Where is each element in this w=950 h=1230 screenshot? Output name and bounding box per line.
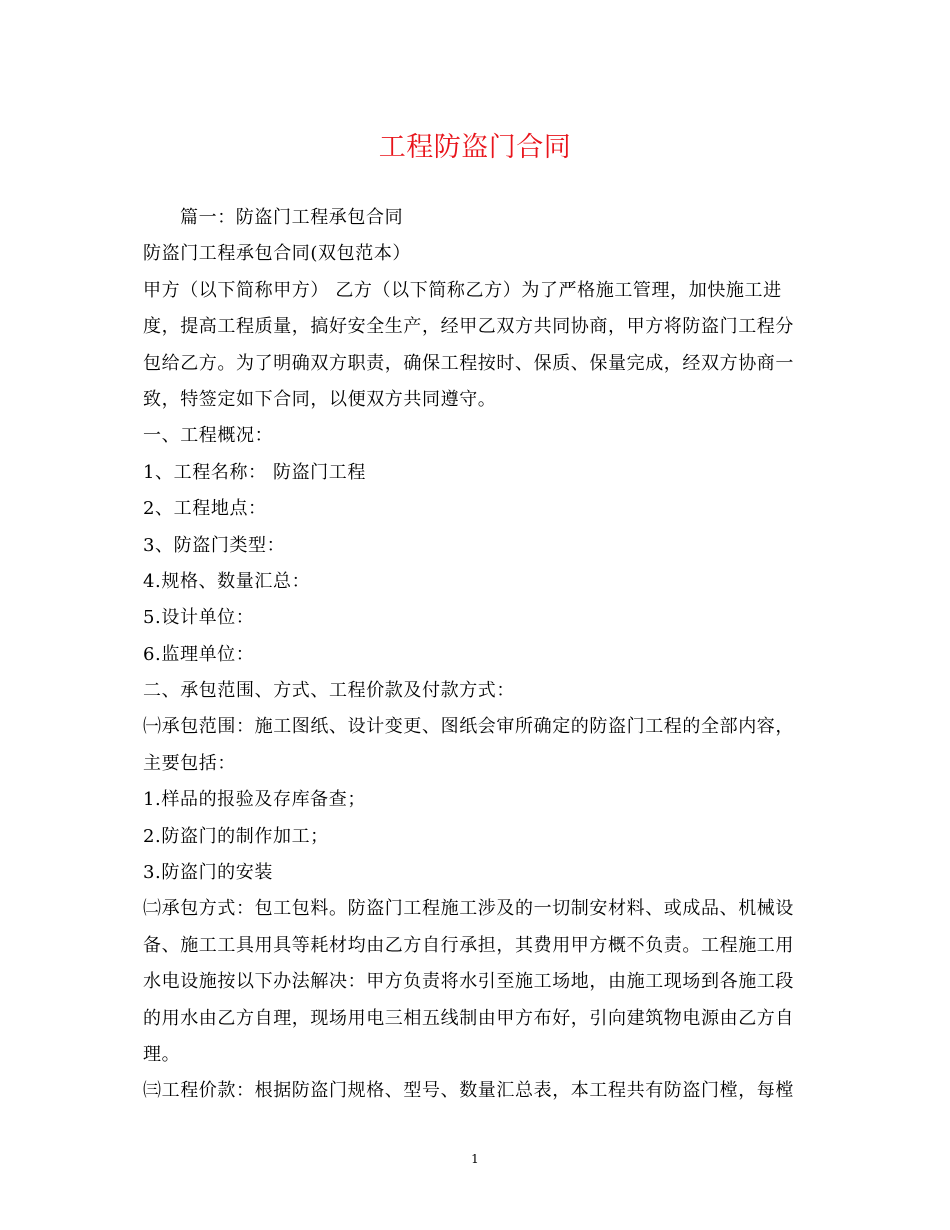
document-title: 工程防盗门合同 (378, 132, 572, 163)
clause-heading: 一、工程概况： (143, 425, 274, 447)
list-item: 3、防盗门类型： (143, 534, 286, 556)
paragraph-line: 度，提高工程质量，搞好安全生产，经甲乙双方共同协商，甲方将防盗门工程分 (143, 316, 794, 338)
list-item: 2.防盗门的制作加工； (143, 825, 329, 847)
paragraph-line: ㈢工程价款：根据防盗门规格、型号、数量汇总表，本工程共有防盗门樘，每樘 (143, 1080, 794, 1102)
list-item: 3.防盗门的安装 (143, 862, 273, 884)
list-item: 6.监理单位： (143, 643, 255, 665)
paragraph-line: 理。 (143, 1043, 181, 1065)
contract-subtitle: 防盗门工程承包合同(双包范本） (143, 243, 412, 265)
page-number: 1 (471, 1152, 479, 1166)
paragraph-line: 包给乙方。为了明确双方职责，确保工程按时、保质、保量完成，经双方协商一 (143, 352, 794, 374)
clause-heading: 二、承包范围、方式、工程价款及付款方式： (143, 680, 515, 702)
list-item: 4.规格、数量汇总： (143, 570, 311, 592)
section-heading: 篇一：防盗门工程承包合同 (180, 207, 404, 228)
paragraph-line: 主要包括： (143, 752, 236, 774)
list-item: 1.样品的报验及存库备查； (143, 789, 366, 811)
list-item: 2、工程地点： (143, 498, 267, 520)
paragraph-line: 甲方（以下简称甲方） 乙方（以下简称乙方）为了严格施工管理，加快施工进 (143, 279, 782, 301)
paragraph-line: 的用水由乙方自理，现场用电三相五线制由甲方布好，引向建筑物电源由乙方自 (143, 1007, 794, 1029)
paragraph-line: 致，特签定如下合同，以便双方共同遵守。 (143, 388, 497, 410)
list-item: 1、工程名称： 防盗门工程 (143, 461, 366, 483)
document-body (143, 200, 808, 1110)
paragraph-line: ㈠承包范围：施工图纸、设计变更、图纸会审所确定的防盗门工程的全部内容， (143, 716, 794, 738)
list-item: 5.设计单位： (143, 607, 255, 629)
paragraph-line: 水电设施按以下办法解决：甲方负责将水引至施工场地，由施工现场到各施工段 (143, 971, 794, 993)
paragraph-line: 备、施工工具用具等耗材均由乙方自行承担，其费用甲方概不负责。工程施工用 (143, 934, 794, 956)
paragraph-line: ㈡承包方式：包工包料。防盗门工程施工涉及的一切制安材料、或成品、机械设 (143, 898, 794, 920)
